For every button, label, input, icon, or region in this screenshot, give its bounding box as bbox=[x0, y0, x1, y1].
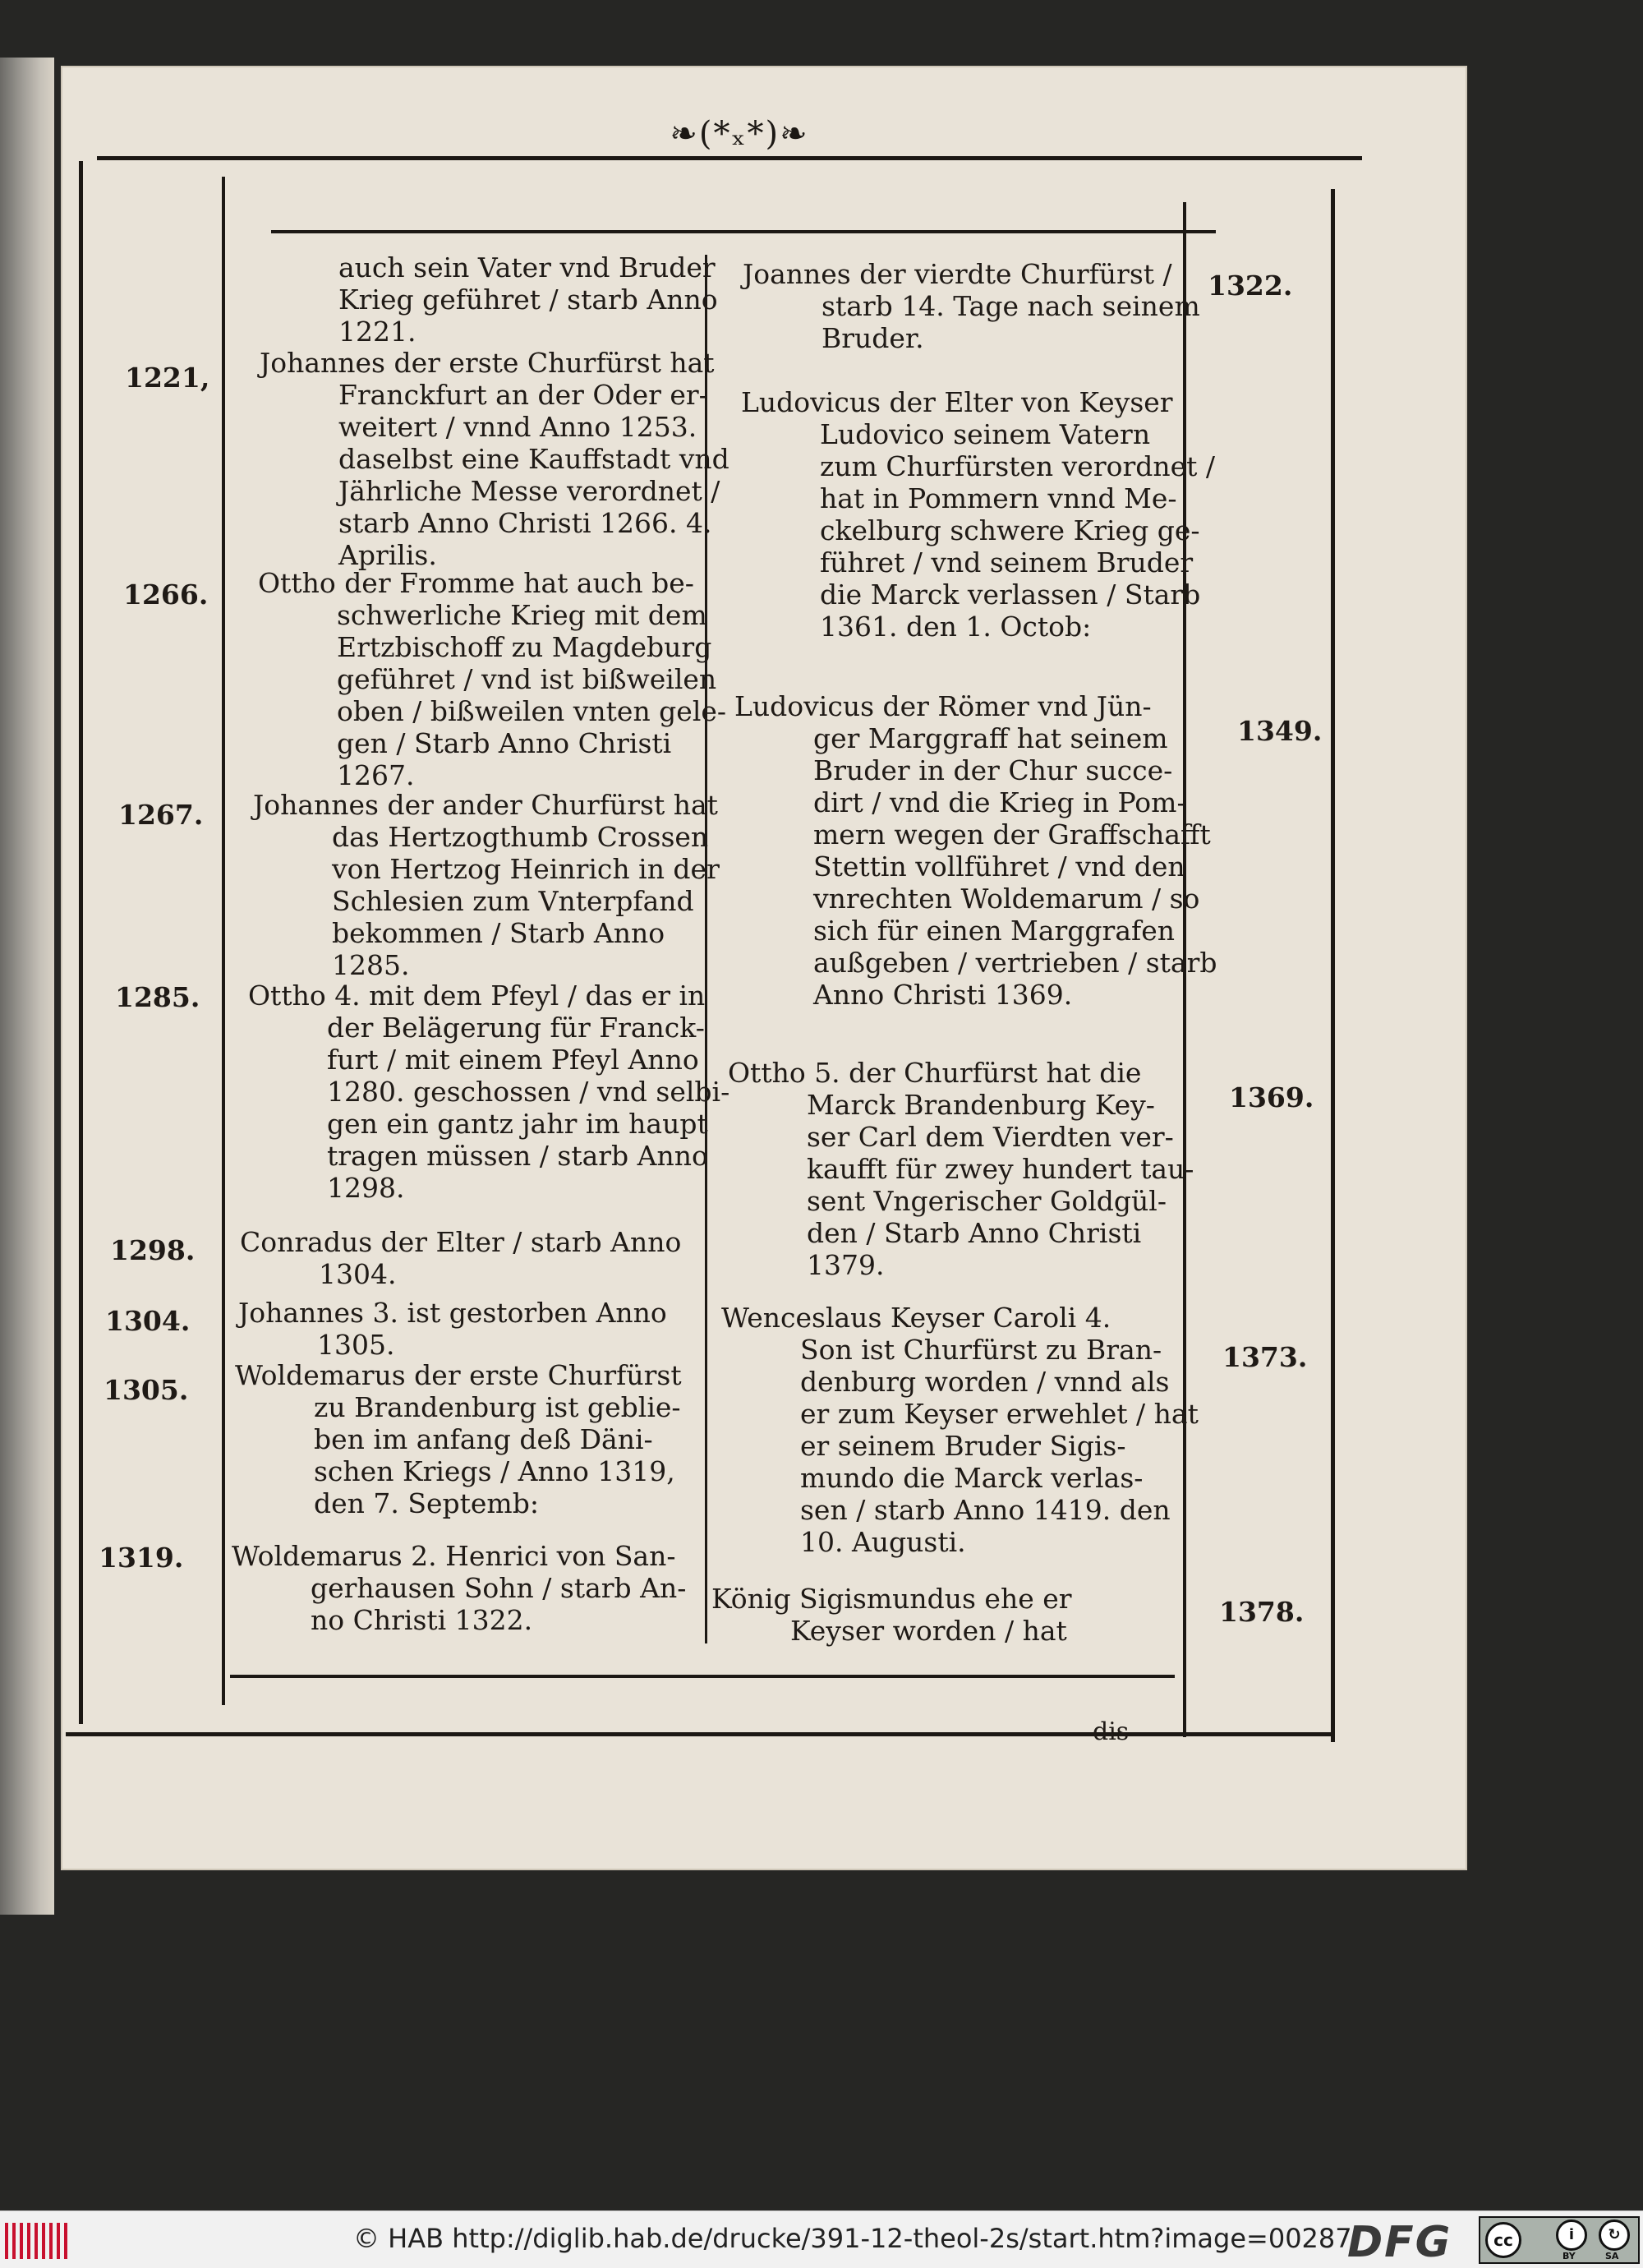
text-line: führet / vnd seinem Bruder bbox=[820, 546, 1194, 579]
text-line: Ottho 4. mit dem Pfeyl / das er in bbox=[248, 980, 706, 1012]
text-line: gerhausen Sohn / starb An- bbox=[311, 1572, 687, 1604]
text-line: Marck Brandenburg Key- bbox=[807, 1089, 1155, 1121]
right-entry-1 bbox=[741, 386, 1215, 643]
text-line: sen / starb Anno 1419. den bbox=[800, 1494, 1171, 1526]
right-entry-3 bbox=[728, 1057, 1194, 1281]
text-line: weitert / vnnd Anno 1253. bbox=[338, 411, 697, 443]
text-line: gen ein gantz jahr im haupt bbox=[327, 1108, 708, 1140]
text-block-left-rule bbox=[222, 177, 225, 1705]
text-line: Ottho 5. der Churfürst hat die bbox=[728, 1057, 1142, 1089]
text-line: Krieg geführet / starb Anno bbox=[338, 284, 718, 316]
text-line: ser Carl dem Vierdten ver- bbox=[807, 1121, 1174, 1153]
text-line: die Marck verlassen / Starb bbox=[820, 579, 1201, 611]
text-line: zum Churfürsten verordnet / bbox=[820, 450, 1216, 482]
text-line: ckelburg schwere Krieg ge- bbox=[820, 514, 1200, 546]
sa-label: SA bbox=[1605, 2251, 1619, 2261]
text-line: Schlesien zum Vnterpfand bbox=[332, 885, 694, 917]
left-entry-4 bbox=[248, 980, 729, 1204]
text-line: Woldemarus 2. Henrici von San- bbox=[232, 1540, 676, 1572]
text-line: zu Brandenburg ist geblie- bbox=[314, 1391, 681, 1423]
text-line: dirt / vnd die Krieg in Pom- bbox=[813, 786, 1186, 818]
text-line: Bruder in der Chur succe- bbox=[813, 754, 1173, 786]
text-line: Bruder. bbox=[822, 322, 924, 354]
text-line: 1267. bbox=[337, 759, 415, 791]
catchword: dis bbox=[1093, 1717, 1130, 1746]
right-year-5: 1378. bbox=[1219, 1596, 1305, 1628]
text-line: tragen müssen / starb Anno bbox=[327, 1140, 708, 1172]
text-line: Jährliche Messe verordnet / bbox=[338, 475, 720, 507]
text-line: hat in Pommern vnnd Me- bbox=[820, 482, 1177, 514]
left-entry-7 bbox=[235, 1359, 682, 1519]
right-entry-2 bbox=[734, 690, 1217, 1011]
sa-icon: ↻ bbox=[1599, 2220, 1630, 2251]
text-line: Conradus der Elter / starb Anno bbox=[240, 1226, 682, 1258]
frame-right-rule bbox=[1331, 189, 1335, 1742]
text-line: er seinem Bruder Sigis- bbox=[800, 1430, 1126, 1462]
right-year-2: 1349. bbox=[1237, 715, 1323, 747]
text-line: er zum Keyser erwehlet / hat bbox=[800, 1398, 1199, 1430]
left-year-5: 1298. bbox=[110, 1234, 196, 1266]
text-line: 10. Augusti. bbox=[800, 1526, 966, 1558]
cc-icon: cc bbox=[1485, 2222, 1521, 2258]
text-line: starb 14. Tage nach seinem bbox=[822, 290, 1200, 322]
left-year-7: 1305. bbox=[104, 1374, 189, 1406]
text-line: Woldemarus der erste Churfürst bbox=[235, 1359, 682, 1391]
text-line: 1280. geschossen / vnd selbi- bbox=[327, 1076, 730, 1108]
left-entry-8 bbox=[232, 1540, 686, 1636]
barcode-icon bbox=[5, 2223, 69, 2259]
left-entry-2 bbox=[258, 567, 726, 791]
copyright-url-text[interactable]: © HAB http://diglib.hab.de/drucke/391-12-theol-2s/start.htm?image=00287 bbox=[353, 2223, 1352, 2254]
right-year-3: 1369. bbox=[1229, 1081, 1314, 1113]
text-line: starb Anno Christi 1266. 4. bbox=[338, 507, 712, 539]
text-block-top-rule bbox=[271, 230, 1216, 233]
text-line: den / Starb Anno Christi bbox=[807, 1217, 1142, 1249]
text-line: 1305. bbox=[317, 1329, 395, 1361]
text-line: Johannes 3. ist gestorben Anno bbox=[238, 1297, 667, 1329]
text-line: der Belägerung für Franck- bbox=[327, 1012, 705, 1044]
text-line: sich für einen Marggrafen bbox=[813, 915, 1175, 947]
right-entry-4 bbox=[721, 1302, 1199, 1558]
right-entry-5 bbox=[711, 1583, 1072, 1647]
text-line: denburg worden / vnnd als bbox=[800, 1366, 1170, 1398]
text-line: Ludovico seinem Vatern bbox=[820, 418, 1151, 450]
text-line: den 7. Septemb: bbox=[314, 1487, 539, 1519]
left-entry-5 bbox=[240, 1226, 681, 1290]
text-line: Ertzbischoff zu Magdeburg bbox=[337, 631, 712, 663]
text-line: Franckfurt an der Oder er- bbox=[338, 379, 708, 411]
text-line: Wenceslaus Keyser Caroli 4. bbox=[721, 1302, 1111, 1334]
text-line: Ludovicus der Römer vnd Jün- bbox=[734, 690, 1152, 722]
text-line: ger Marggraff hat seinem bbox=[813, 722, 1168, 754]
text-line: oben / bißweilen vnten gele- bbox=[337, 695, 727, 727]
text-line: furt / mit einem Pfeyl Anno bbox=[327, 1044, 699, 1076]
left-entry-0 bbox=[260, 251, 718, 348]
text-line: 1221. bbox=[338, 316, 417, 348]
left-year-8: 1319. bbox=[99, 1542, 184, 1574]
text-line: bekommen / Starb Anno bbox=[332, 917, 665, 949]
left-year-1: 1221, bbox=[125, 362, 210, 394]
left-year-3: 1267. bbox=[118, 799, 204, 831]
left-year-4: 1285. bbox=[115, 981, 200, 1013]
frame-left-rule bbox=[79, 161, 83, 1724]
left-year-6: 1304. bbox=[105, 1305, 191, 1337]
text-line: schen Kriegs / Anno 1319, bbox=[314, 1455, 675, 1487]
right-entry-0 bbox=[743, 258, 1200, 354]
text-line: 1285. bbox=[332, 949, 410, 981]
text-line: Aprilis. bbox=[338, 539, 437, 571]
left-year-2: 1266. bbox=[123, 579, 209, 611]
by-icon: i bbox=[1556, 2220, 1587, 2251]
text-line: Ottho der Fromme hat auch be- bbox=[258, 567, 694, 599]
text-line: daselbst eine Kauffstadt vnd bbox=[338, 443, 729, 475]
right-year-0: 1322. bbox=[1208, 270, 1293, 302]
left-entry-1 bbox=[260, 347, 729, 571]
left-entry-6 bbox=[238, 1297, 667, 1361]
header-ornament: ❧(*ₓ*)❧ bbox=[670, 115, 809, 153]
text-line: Ludovicus der Elter von Keyser bbox=[741, 386, 1173, 418]
text-line: geführet / vnd ist bißweilen bbox=[337, 663, 717, 695]
text-line: Anno Christi 1369. bbox=[813, 979, 1073, 1011]
text-line: vnrechten Woldemarum / so bbox=[813, 883, 1200, 915]
text-line: ben im anfang deß Däni- bbox=[314, 1423, 653, 1455]
text-line: 1298. bbox=[327, 1172, 405, 1204]
text-line: auch sein Vater vnd Bruder bbox=[338, 251, 716, 284]
text-line: no Christi 1322. bbox=[311, 1604, 533, 1636]
text-line: Johannes der ander Churfürst hat bbox=[253, 789, 718, 821]
left-entry-3 bbox=[253, 789, 720, 981]
text-line: das Hertzogthumb Crossen bbox=[332, 821, 709, 853]
text-line: mern wegen der Graffschafft bbox=[813, 818, 1211, 850]
cc-license-badge[interactable] bbox=[1479, 2216, 1640, 2264]
text-line: 1361. den 1. Octob: bbox=[820, 611, 1092, 643]
right-year-4: 1373. bbox=[1222, 1341, 1308, 1373]
frame-bottom-rule bbox=[66, 1732, 1331, 1736]
left-page-edge bbox=[0, 58, 54, 1915]
text-block-bottom-rule bbox=[230, 1675, 1175, 1678]
text-line: Johannes der erste Churfürst hat bbox=[260, 347, 715, 379]
text-line: schwerliche Krieg mit dem bbox=[337, 599, 707, 631]
text-line: Stettin vollführet / vnd den bbox=[813, 850, 1185, 883]
viewer-footer bbox=[0, 2210, 1643, 2268]
text-line: sent Vngerischer Goldgül- bbox=[807, 1185, 1167, 1217]
text-line: mundo die Marck verlas- bbox=[800, 1462, 1144, 1494]
text-line: 1379. bbox=[807, 1249, 885, 1281]
text-line: 1304. bbox=[319, 1258, 397, 1290]
text-line: kaufft für zwey hundert tau- bbox=[807, 1153, 1194, 1185]
text-line: gen / Starb Anno Christi bbox=[337, 727, 672, 759]
frame-top-rule bbox=[97, 156, 1362, 160]
text-line: Keyser worden / hat bbox=[790, 1615, 1067, 1647]
text-line: Son ist Churfürst zu Bran- bbox=[800, 1334, 1162, 1366]
text-line: König Sigismundus ehe er bbox=[711, 1583, 1072, 1615]
by-label: BY bbox=[1562, 2251, 1576, 2261]
text-line: Joannes der vierdte Churfürst / bbox=[743, 258, 1172, 290]
text-line: außgeben / vertrieben / starb bbox=[813, 947, 1217, 979]
text-line: von Hertzog Heinrich in der bbox=[332, 853, 720, 885]
dfg-logo-icon[interactable]: DFG bbox=[1347, 2218, 1452, 2267]
